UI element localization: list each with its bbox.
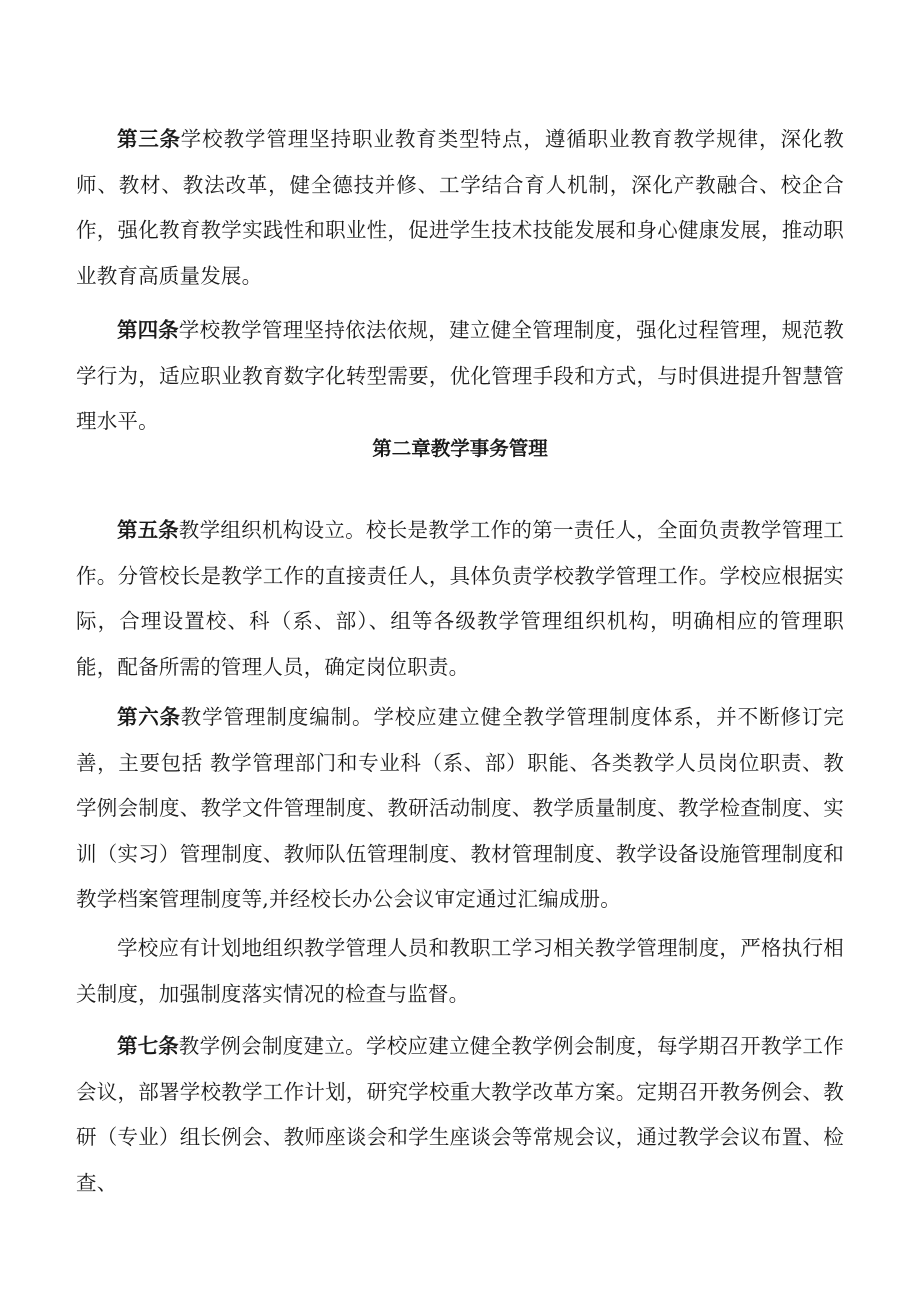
article-lead: 第六条 — [117, 705, 181, 729]
paragraph-text: 学校应有计划地组织教学管理人员和教职工学习相关教学管理制度，严格执行相关制度，加强制度落实情况的检查与监督。 — [76, 936, 844, 1006]
article-3 — [76, 117, 844, 299]
article-text: 教学例会制度建立。学校应建立健全教学例会制度，每学期召开教学工作会议，部署学校教学工作计划，研究学校重大教学改革方案。定期召开教务例会、教研（专业）组长例会、教师座谈会和学生座谈会等常规会议，通过教学会议布置、检查、 — [76, 1034, 844, 1195]
article-lead: 第三条 — [117, 127, 181, 151]
article-5 — [76, 508, 844, 690]
article-lead: 第七条 — [117, 1034, 179, 1058]
article-6 — [76, 695, 844, 923]
article-7 — [76, 1024, 844, 1206]
article-lead: 第四条 — [117, 318, 179, 342]
chapter-heading: 第二章教学事务管理 — [372, 437, 548, 460]
article-text: 学校教学管理坚持依法依规，建立健全管理制度，强化过程管理，规范教学行为，适应职业教育数字化转型需要，优化管理手段和方式，与时俱进提升智慧管理水平。 — [76, 318, 844, 433]
article-text: 教学管理制度编制。学校应建立健全教学管理制度体系，并不断修订完善，主要包括 教学管理部门和专业科（系、部）职能、各类教学人员岗位职责、教学例会制度、教学文件管理制度、教研活动制度、教学质量制度、教学检查制度、实训（实习）管理制度、教师队伍管理制度、教材管理制度、教学设备设施管理制度和教学档案管理制度等,并经校长办公会议审定通过汇编成册。 — [76, 705, 845, 911]
article-lead: 第五条 — [117, 518, 179, 542]
article-4 — [76, 308, 844, 445]
article-6-continuation — [76, 926, 844, 1017]
article-text: 学校教学管理坚持职业教育类型特点，遵循职业教育教学规律，深化教师、教材、教法改革，健全德技并修、工学结合育人机制，深化产教融合、校企合作，强化教育教学实践性和职业性，促进学生技术技能发展和身心健康发展，推动职业教育高质量发展。 — [76, 127, 845, 288]
article-text: 教学组织机构设立。校长是教学工作的第一责任人，全面负责教学管理工作。分管校长是教学工作的直接责任人，具体负责学校教学管理工作。学校应根据实际，合理设置校、科（系、部）、组等各级教学管理组织机构，明确相应的管理职能，配备所需的管理人员，确定岗位职责。 — [76, 518, 844, 679]
